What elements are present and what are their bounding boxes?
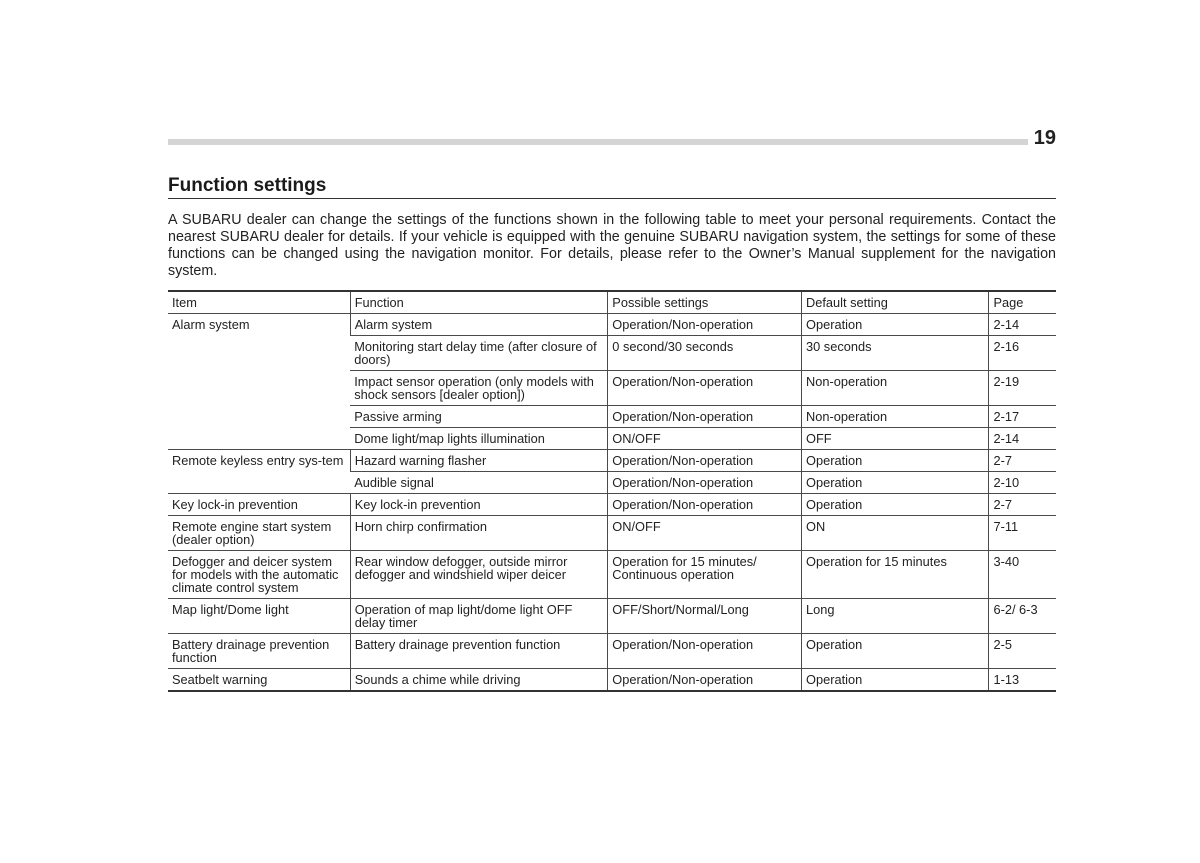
page-cell: 2-19 [989,371,1056,406]
item-cell: Remote engine start system (dealer option) [168,516,350,551]
possible-cell: OFF/Short/Normal/Long [608,599,802,634]
possible-cell: Operation/Non-operation [608,450,802,472]
item-cell: Remote keyless entry sys-tem [168,450,350,494]
function-cell: Dome light/map lights illumination [350,428,608,450]
item-cell: Alarm system [168,314,350,450]
possible-cell: Operation/Non-operation [608,494,802,516]
default-cell: OFF [802,428,989,450]
page-cell: 2-14 [989,314,1056,336]
item-cell: Seatbelt warning [168,669,350,692]
default-cell: Non-operation [802,406,989,428]
table-row [168,314,1056,336]
function-cell: Horn chirp confirmation [350,516,608,551]
header-function: Function [350,291,608,314]
function-settings-table [168,290,1056,692]
possible-cell: Operation/Non-operation [608,406,802,428]
function-cell: Hazard warning flasher [350,450,608,472]
page-number: 19 [1033,127,1056,149]
default-cell: Operation [802,494,989,516]
item-cell: Defogger and deicer system for models with the automatic climate control system [168,551,350,599]
possible-cell: ON/OFF [608,516,802,551]
default-cell: Long [802,599,989,634]
section-title: Function settings [168,175,327,196]
table-row [168,599,1056,634]
possible-cell: Operation/Non-operation [608,472,802,494]
page-cell: 2-7 [989,450,1056,472]
page-cell: 2-10 [989,472,1056,494]
possible-cell: Operation/Non-operation [608,314,802,336]
page-cell: 2-7 [989,494,1056,516]
table-row [168,450,1056,472]
default-cell: Operation [802,472,989,494]
function-cell: Sounds a chime while driving [350,669,608,692]
item-cell: Battery drainage prevention function [168,634,350,669]
header-item: Item [168,291,350,314]
default-cell: Operation [802,634,989,669]
table-header-row [168,291,1056,314]
possible-cell: Operation for 15 minutes/ Continuous operation [608,551,802,599]
page-cell: 2-5 [989,634,1056,669]
page-cell: 6-2/ 6-3 [989,599,1056,634]
header-bar [168,139,1028,145]
header-possible-settings: Possible settings [608,291,802,314]
page-cell: 1-13 [989,669,1056,692]
page-cell: 2-14 [989,428,1056,450]
title-divider [168,198,1056,199]
header-page: Page [989,291,1056,314]
possible-cell: Operation/Non-operation [608,669,802,692]
header-default-setting: Default setting [802,291,989,314]
default-cell: Non-operation [802,371,989,406]
table-row [168,494,1056,516]
page-cell: 2-17 [989,406,1056,428]
table-row [168,634,1056,669]
possible-cell: Operation/Non-operation [608,371,802,406]
table-row [168,551,1056,599]
table-row [168,669,1056,692]
function-cell: Impact sensor operation (only models with shock sensors [dealer option]) [350,371,608,406]
function-cell: Rear window defogger, outside mirror defogger and windshield wiper deicer [350,551,608,599]
default-cell: Operation [802,314,989,336]
possible-cell: Operation/Non-operation [608,634,802,669]
possible-cell: ON/OFF [608,428,802,450]
function-cell: Alarm system [350,314,608,336]
table-row [168,516,1056,551]
page-cell: 7-11 [989,516,1056,551]
default-cell: Operation [802,669,989,692]
default-cell: Operation for 15 minutes [802,551,989,599]
function-cell: Key lock-in prevention [350,494,608,516]
possible-cell: 0 second/30 seconds [608,336,802,371]
item-cell: Key lock-in prevention [168,494,350,516]
function-cell: Audible signal [350,472,608,494]
page-cell: 2-16 [989,336,1056,371]
default-cell: 30 seconds [802,336,989,371]
item-cell: Map light/Dome light [168,599,350,634]
default-cell: ON [802,516,989,551]
function-cell: Passive arming [350,406,608,428]
default-cell: Operation [802,450,989,472]
function-cell: Operation of map light/dome light OFF delay timer [350,599,608,634]
page-cell: 3-40 [989,551,1056,599]
function-cell: Monitoring start delay time (after closure of doors) [350,336,608,371]
function-cell: Battery drainage prevention function [350,634,608,669]
intro-paragraph: A SUBARU dealer can change the settings of the functions shown in the following table to meet your personal requirements. Contact the nearest SUBARU dealer for details. If your vehicle is equipped with the genuine SUBARU navigation system, the settings for some of these functions can be changed using the navigation monitor. For details, please refer to the Owner’s Manual supplement for the navigation system. [168,212,1056,279]
